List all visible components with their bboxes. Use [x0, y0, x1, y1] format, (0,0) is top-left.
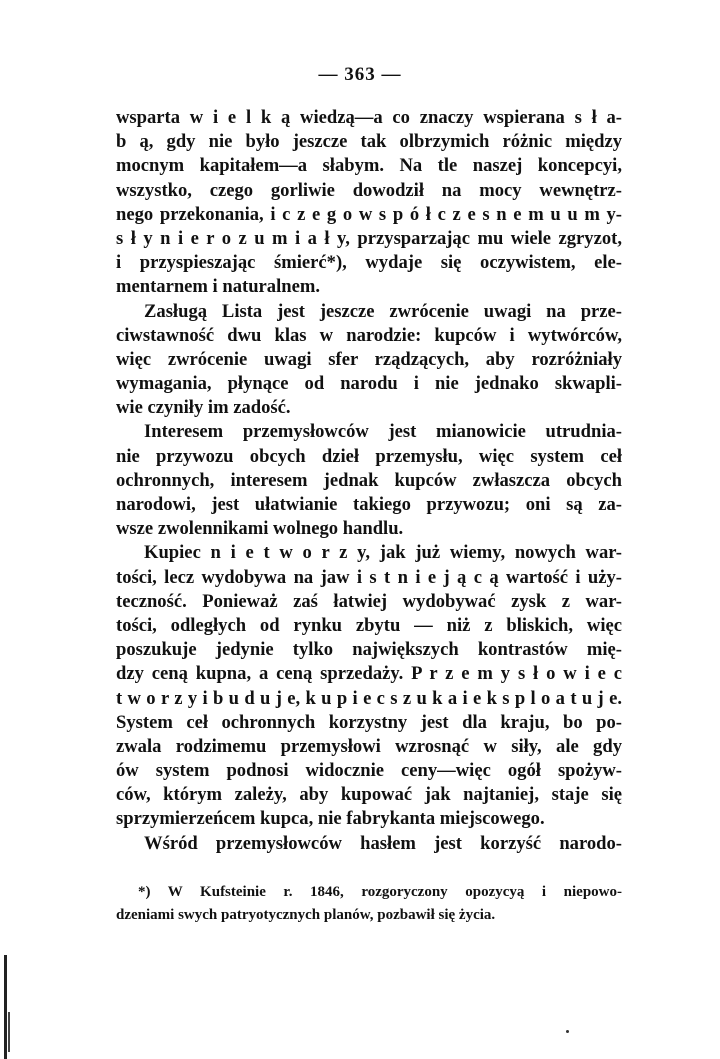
text-line: t w o r z y i b u d u j e, k u p i e c s z u k a i e k s p l o a t u j e.	[116, 687, 622, 709]
text-line: ów system podnosi widocznie ceny—więc ogół spożyw-	[116, 760, 622, 782]
text-line: wsze zwolennikami wolnego handlu.	[116, 518, 404, 540]
text-line: System ceł ochronnych korzystny jest dla kraju, bo po-	[116, 711, 622, 733]
binding-edge-mark	[8, 1012, 10, 1052]
text-line: wsparta w i e l k ą wiedzą—a co znaczy wspierana s ł a-	[116, 107, 622, 128]
footnote-line: *) W Kufsteinie r. 1846, rozgoryczony opozycyą i niepowo-	[138, 884, 622, 900]
text-line: ochronnych, interesem jednak kupców zwłaszcza obcych	[116, 469, 622, 491]
text-line: Wśród przemysłowców hasłem jest korzyść narodo-	[144, 832, 622, 854]
footnote	[116, 881, 622, 927]
text-line: i przyspieszając śmierć*), wydaje się oczywistem, ele-	[116, 252, 622, 274]
text-line: wie czyniły im zadość.	[116, 397, 291, 419]
text-line: narodowi, jest ułatwianie takiego przywozu; oni są za-	[116, 494, 622, 515]
text-line: tości, lecz wydobywa na jaw i s t n i e j ą c ą wartość i uży-	[116, 566, 622, 588]
body-text	[116, 106, 622, 856]
footnote-line: dzeniami swych patryotycznych planów, pozbawił się życia.	[116, 907, 496, 923]
text-line: tości, odległych od rynku zbytu — niż z bliskich, więc	[116, 614, 622, 636]
scan-speck	[566, 1030, 569, 1033]
text-line: wymagania, płynące od narodu i nie jednako skwapli-	[116, 373, 622, 395]
text-line: mentarnem i naturalnem.	[116, 276, 320, 298]
binding-edge-mark	[4, 955, 7, 1059]
text-line: s ł y n i e r o z u m i a ł y, przysparzając mu wiele zgryzot,	[116, 227, 622, 249]
text-line: ców, którym zależy, aby kupować jak najtaniej, staje się	[116, 784, 622, 806]
text-line: dzy ceną kupna, a ceną sprzedaży. P r z e m y s ł o w i e c	[116, 663, 622, 685]
text-line: zwala rodzimemu przemysłowi wzrosnąć w siły, ale gdy	[116, 735, 622, 757]
text-line: Kupiec n i e t w o r z y, jak już wiemy, nowych war-	[144, 542, 622, 564]
text-line: nie przywozu obcych dzieł przemysłu, więc system ceł	[116, 445, 622, 467]
text-line: b ą, gdy nie było jeszcze tak olbrzymich różnic między	[116, 131, 622, 153]
text-line: Zasługą Lista jest jeszcze zwrócenie uwagi na prze-	[144, 300, 622, 322]
text-line: wszystko, czego gorliwie dowodził na mocy wewnętrz-	[116, 179, 622, 201]
text-line: ciwstawność dwu klas w narodzie: kupców i wytwórców,	[116, 324, 622, 346]
text-line: mocnym kapitałem—a słabym. Na tle naszej koncepcyi,	[116, 155, 622, 177]
text-line: poszukuje jedynie tylko największych kontrastów mię-	[116, 639, 622, 661]
page-number: — 363 —	[318, 64, 402, 85]
text-line: teczność. Ponieważ zaś łatwiej wydobywać zysk z war-	[116, 590, 622, 612]
text-line: Interesem przemysłowców jest mianowicie utrudnia-	[144, 421, 622, 443]
text-line: więc zwrócenie uwagi sfer rządzących, aby rozróżniały	[116, 348, 622, 370]
text-line: sprzymierzeńcem kupca, nie fabrykanta miejscowego.	[116, 808, 545, 830]
text-line: nego przekonania, i c z e g o w s p ó ł c z e s n e m u u m y-	[116, 203, 622, 225]
